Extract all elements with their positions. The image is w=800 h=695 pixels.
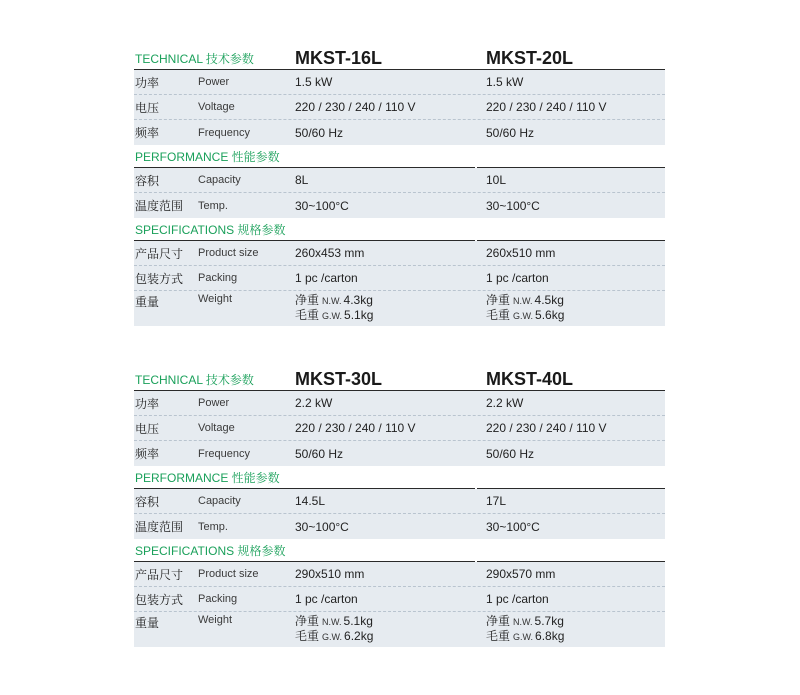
spec-label-en: Power	[198, 397, 230, 409]
gross-weight-label-en: G.W.	[513, 311, 534, 321]
technical-section-title: TECHNICAL 技术参数	[135, 373, 254, 387]
net-weight-value: 5.7kg	[534, 614, 564, 628]
spec-label-cn: 产品尺寸	[135, 567, 184, 582]
spec-value: 30~100°C	[295, 198, 349, 213]
weight-value	[295, 291, 373, 326]
spec-label-cn: 功率	[135, 396, 160, 411]
spec-value: 8L	[295, 173, 309, 187]
spec-label-cn: 产品尺寸	[135, 246, 184, 261]
weight-value	[486, 291, 564, 326]
net-weight-label-cn: 净重	[486, 614, 511, 628]
net-weight-label-en: N.W.	[322, 617, 342, 627]
spec-value: 1 pc /carton	[486, 271, 549, 285]
gross-weight-value: 6.2kg	[344, 629, 374, 643]
spec-label-cn: 容积	[135, 494, 160, 509]
gross-weight-label-en: G.W.	[513, 632, 534, 642]
weight-value	[295, 612, 373, 647]
weight-row	[134, 291, 665, 326]
spec-label-en: Capacity	[198, 174, 241, 186]
spec-label-cn: 温度范围	[135, 199, 184, 213]
spec-label-cn: 功率	[135, 75, 160, 90]
model-name: MKST-30L	[295, 369, 383, 389]
model-name: MKST-40L	[486, 369, 574, 389]
gross-weight-label-en: G.W.	[322, 632, 343, 642]
technical-section-title: TECHNICAL 技术参数	[135, 52, 254, 66]
spec-row	[134, 562, 665, 587]
spec-label-cn: 电压	[135, 100, 160, 115]
spec-value: 220 / 230 / 240 / 110 V	[295, 421, 416, 435]
spec-label-en: Product size	[198, 568, 259, 580]
gross-weight-label-cn: 毛重	[486, 308, 511, 322]
spec-row	[134, 168, 665, 193]
net-weight-label-en: N.W.	[513, 617, 533, 627]
gross-weight	[295, 308, 373, 323]
spec-label-cn: 容积	[135, 173, 160, 188]
spec-row	[134, 70, 665, 95]
performance-section-title: PERFORMANCE 性能参数	[135, 150, 280, 164]
spec-value: 30~100°C	[486, 198, 540, 213]
spec-value: 1 pc /carton	[486, 592, 549, 606]
spec-row	[134, 441, 665, 466]
spec-label-cn: 频率	[135, 447, 160, 461]
spec-row	[134, 95, 665, 120]
spec-value: 1 pc /carton	[295, 271, 358, 285]
spec-row	[134, 587, 665, 612]
spec-value: 50/60 Hz	[295, 446, 344, 461]
net-weight-value: 4.3kg	[343, 293, 373, 307]
spec-label-en: Voltage	[198, 101, 235, 113]
spec-value: 290x510 mm	[295, 567, 365, 581]
spec-label-en: Frequency	[198, 126, 250, 139]
specifications-header-row	[134, 218, 665, 241]
spec-row	[134, 391, 665, 416]
spec-value: 10L	[486, 173, 507, 187]
weight-value	[486, 612, 564, 647]
spec-row	[134, 120, 665, 145]
spec-label-en: Temp.	[198, 199, 228, 212]
net-weight-label-en: N.W.	[513, 296, 533, 306]
spec-label-cn: 包装方式	[135, 271, 184, 286]
spec-value: 30~100°C	[486, 519, 540, 534]
spec-value: 1.5 kW	[486, 75, 524, 89]
gross-weight-label-cn: 毛重	[295, 308, 320, 322]
spec-value: 220 / 230 / 240 / 110 V	[486, 100, 607, 114]
gross-weight-value: 6.8kg	[535, 629, 565, 643]
spec-label-cn: 重量	[135, 616, 160, 630]
spec-label-en: Capacity	[198, 495, 241, 507]
net-weight-label-cn: 净重	[295, 293, 320, 307]
spec-value: 30~100°C	[295, 519, 349, 534]
spec-label-cn: 电压	[135, 421, 160, 436]
specifications-header-row	[134, 539, 665, 562]
net-weight-label-cn: 净重	[295, 614, 320, 628]
spec-value: 50/60 Hz	[486, 125, 535, 140]
spec-value: 220 / 230 / 240 / 110 V	[295, 100, 416, 114]
spec-value: 260x510 mm	[486, 246, 556, 260]
gross-weight-value: 5.1kg	[344, 308, 374, 322]
spec-label-en: Frequency	[198, 447, 250, 460]
spec-label-cn: 温度范围	[135, 520, 184, 534]
spec-row	[134, 489, 665, 514]
spec-label-en: Weight	[198, 293, 233, 305]
spec-label-cn: 重量	[135, 295, 160, 309]
spec-value: 17L	[486, 494, 507, 508]
spec-value: 260x453 mm	[295, 246, 365, 260]
spec-label-en: Voltage	[198, 422, 235, 434]
performance-header-row	[134, 145, 665, 168]
spec-value: 50/60 Hz	[295, 125, 344, 140]
model-name: MKST-16L	[295, 48, 383, 68]
gross-weight	[295, 629, 373, 644]
spec-value: 50/60 Hz	[486, 446, 535, 461]
technical-header-row	[134, 357, 665, 391]
spec-value: 290x570 mm	[486, 567, 556, 581]
gross-weight-label-cn: 毛重	[295, 629, 320, 643]
spec-label-en: Packing	[198, 272, 238, 284]
spec-label-en: Packing	[198, 593, 238, 605]
spec-label-en: Temp.	[198, 520, 228, 533]
net-weight	[295, 293, 373, 308]
spec-row	[134, 416, 665, 441]
gross-weight-label-cn: 毛重	[486, 629, 511, 643]
net-weight-label-cn: 净重	[486, 293, 511, 307]
net-weight	[486, 614, 564, 629]
net-weight-value: 5.1kg	[343, 614, 373, 628]
spec-row	[134, 193, 665, 218]
spec-label-en: Weight	[198, 614, 233, 626]
spec-row	[134, 241, 665, 266]
spec-value: 1.5 kW	[295, 75, 333, 89]
spec-label-en: Power	[198, 76, 230, 88]
spec-table-2	[134, 357, 665, 647]
spec-value: 220 / 230 / 240 / 110 V	[486, 421, 607, 435]
performance-header-row	[134, 466, 665, 489]
spec-label-cn: 包装方式	[135, 592, 184, 607]
net-weight-value: 4.5kg	[534, 293, 564, 307]
gross-weight-label-en: G.W.	[322, 311, 343, 321]
spec-value: 2.2 kW	[295, 396, 333, 410]
net-weight	[486, 293, 564, 308]
spec-label-en: Product size	[198, 247, 259, 259]
spec-label-cn: 频率	[135, 126, 160, 140]
gross-weight	[486, 629, 564, 644]
gross-weight	[486, 308, 564, 323]
spec-value: 14.5L	[295, 494, 326, 508]
specifications-section-title: SPECIFICATIONS 规格参数	[135, 544, 286, 558]
specifications-section-title: SPECIFICATIONS 规格参数	[135, 223, 286, 237]
net-weight	[295, 614, 373, 629]
spec-value: 1 pc /carton	[295, 592, 358, 606]
spec-row	[134, 514, 665, 539]
spec-table-1	[134, 36, 665, 326]
weight-row	[134, 612, 665, 647]
technical-header-row	[134, 36, 665, 70]
model-name: MKST-20L	[486, 48, 574, 68]
gross-weight-value: 5.6kg	[535, 308, 565, 322]
spec-value: 2.2 kW	[486, 396, 524, 410]
net-weight-label-en: N.W.	[322, 296, 342, 306]
spec-row	[134, 266, 665, 291]
performance-section-title: PERFORMANCE 性能参数	[135, 471, 280, 485]
